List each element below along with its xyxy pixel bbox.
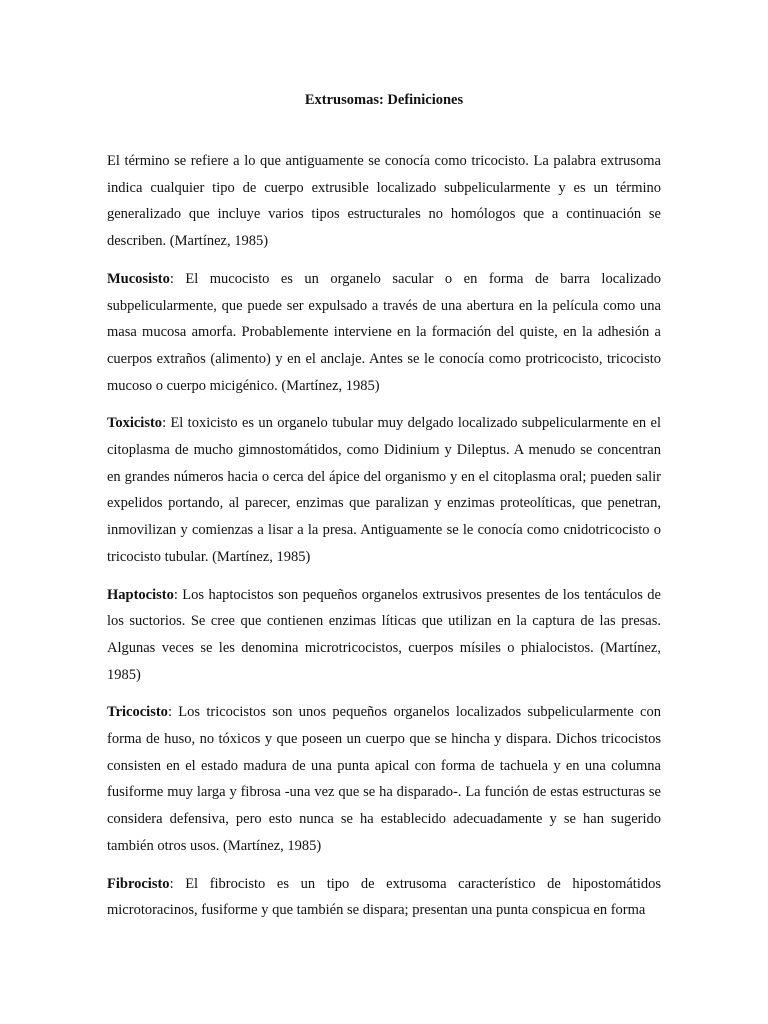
definition-text: : Los haptocistos son pequeños organelos extrusivos presentes de los tentáculos de los suctorios. Se cree que contienen enzimas líticas que utilizan en la captura de las presas. Algunas veces se les denomina microtricocistos, cuerpos mísiles o phialocistos. (Martínez, 1985) [107,586,661,683]
definition-paragraph-tricocisto [107,699,661,859]
definition-term: Haptocisto [107,586,174,603]
definition-paragraph-toxicisto [107,410,661,570]
intro-paragraph: El término se refiere a lo que antiguamente se conocía como tricocisto. La palabra extrusoma indica cualquier tipo de cuerpo extrusible localizado subpelicularmente y es un término generalizado que incluye varios tipos estructurales no homólogos que a continuación se describen. (Martínez, 1985) [107,153,661,250]
definition-text: : El fibrocisto es un tipo de extrusoma característico de hipostomátidos microtoracinos, fusiforme y que también se dispara; presentan una punta conspicua en forma [107,875,661,919]
definition-text: : El mucocisto es un organelo sacular o en forma de barra localizado subpelicularmente, que puede ser expulsado a través de una abertura en la película como una masa mucosa amorfa. Probablemente interviene en la formación del quiste, en la adhesión a cuerpos extraños (alimento) y en el anclaje. Antes se le conocía como protricocisto, tricocisto mucoso o cuerpo micigénico. (Martínez, 1985) [107,270,661,394]
definition-paragraph-fibrocisto [107,871,661,924]
definition-paragraph-mucosisto [107,266,661,400]
definition-term: Mucosisto [107,270,170,287]
definition-term: Tricocisto [107,704,168,721]
document-title: Extrusomas: Definiciones [304,92,464,108]
definition-paragraph-haptocisto [107,582,661,689]
definition-term: Fibrocisto [107,875,170,892]
definition-text: : El toxicisto es un organelo tubular muy delgado localizado subpelicularmente en el citoplasma de mucho gimnostomátidos, como Didinium y Dileptus. A menudo se concentran en grandes números hacia o cerca del ápice del organismo y en el citoplasma oral; pueden salir expelidos portando, al parecer, enzimas que paralizan y enzimas proteolíticas, que penetran, inmovilizan y comienzas a lisar a la presa. Antiguamente se le conocía como cnidotricocisto o tricocisto tubular. (Martínez, 1985) [107,415,661,565]
definition-text: : Los tricocistos son unos pequeños organelos localizados subpelicularmente con forma de huso, no tóxicos y que poseen un cuerpo que se hincha y dispara. Dichos tricocistos consisten en el estado madura de una punta apical con forma de tachuela y en una columna fusiforme muy larga y fibrosa -una vez que se ha disparado-. La función de estas estructuras se considera defensiva, pero esto nunca se ha establecido adecuadamente y se han sugerido también otros usos. (Martínez, 1985) [107,704,661,854]
document-body [107,148,661,935]
definition-term: Toxicisto [107,415,163,432]
